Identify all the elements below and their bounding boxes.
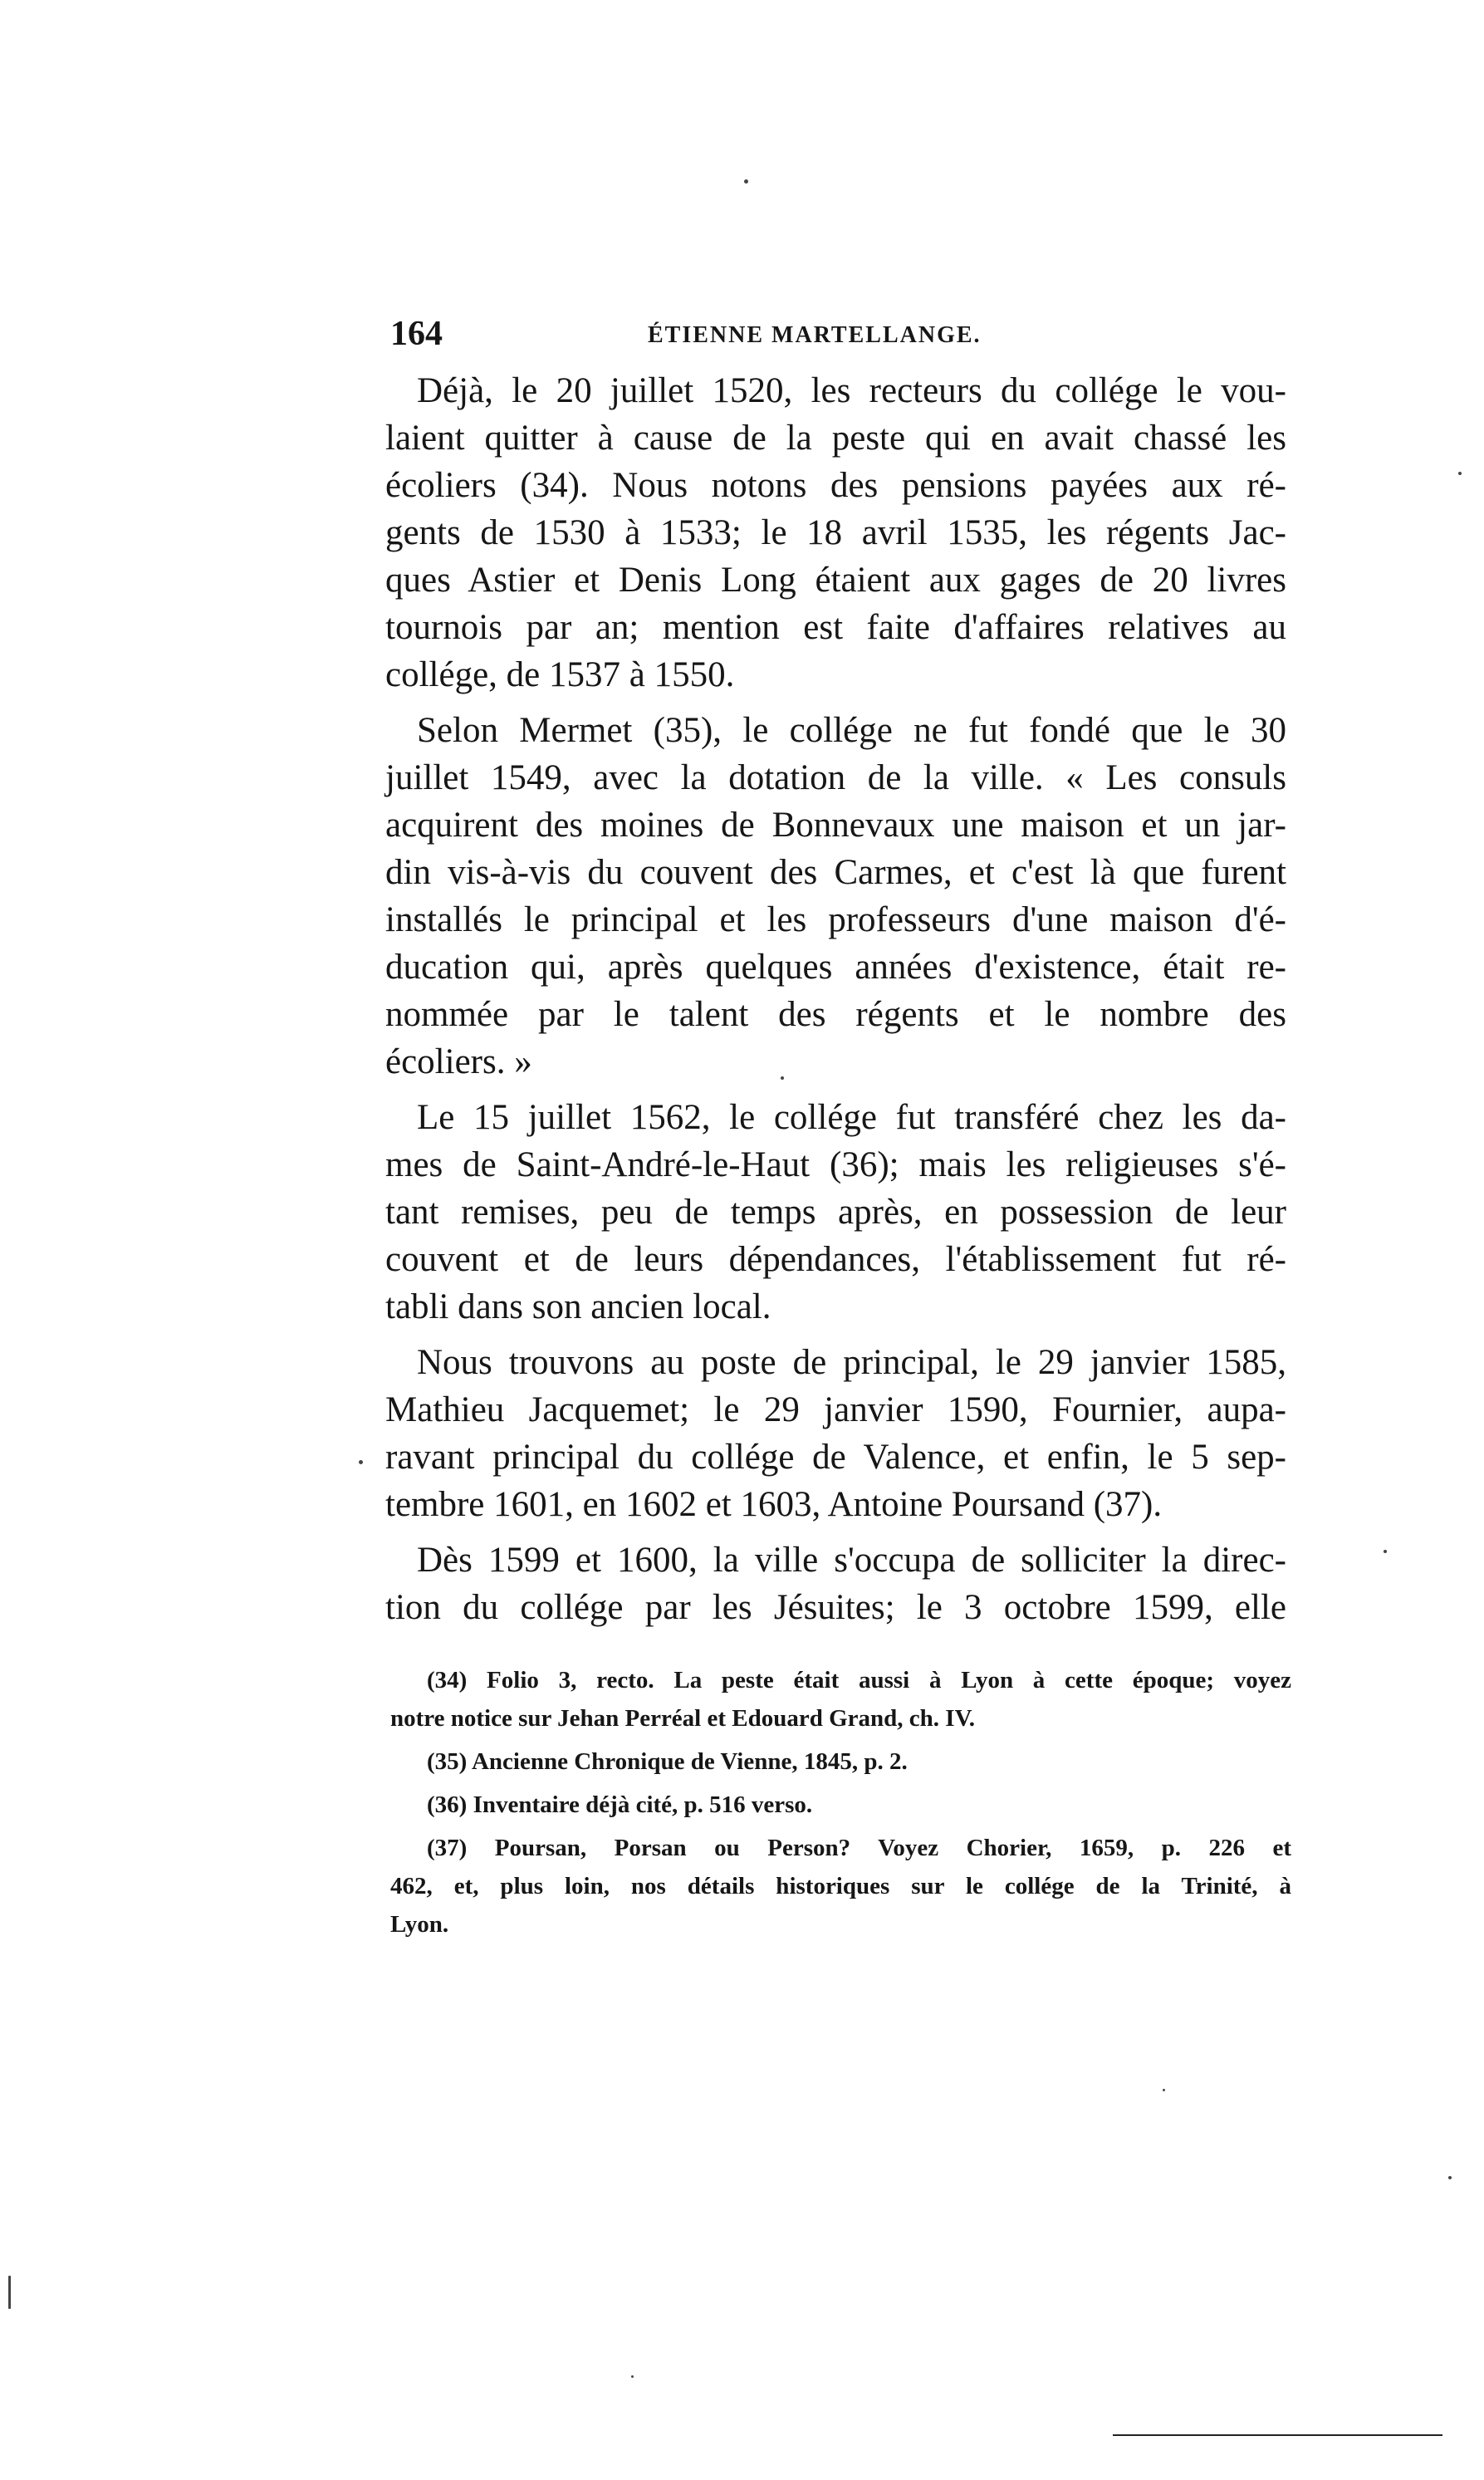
scan-speck [631, 2375, 634, 2378]
footnote [390, 1829, 1291, 1943]
footnote-line: 462, et, plus loin, nos détails historiques sur le collége de la Trinité, à [390, 1873, 1291, 1899]
footnote [390, 1661, 1291, 1737]
text-line: installés le principal et les professeurs d'une maison d'é- [385, 900, 1286, 939]
text-line: ques Astier et Denis Long étaient aux gages de 20 livres [385, 561, 1286, 600]
text-line: tion du collége par les Jésuites; le 3 octobre 1599, elle [385, 1588, 1286, 1627]
footnote-line: (34) Folio 3, recto. La peste était aussi à Lyon à cette époque; voyez [427, 1667, 1291, 1693]
text-line: Nous trouvons au poste de principal, le 29 janvier 1585, [417, 1343, 1286, 1382]
scan-speck [744, 179, 748, 184]
paragraph [385, 1339, 1286, 1528]
text-line: écoliers (34). Nous notons des pensions payées aux ré- [385, 466, 1286, 505]
footnote-line: Lyon. [390, 1911, 449, 1938]
footnote-line: notre notice sur Jehan Perréal et Edouard Grand, ch. IV. [390, 1705, 976, 1732]
text-line: Le 15 juillet 1562, le collége fut transféré chez les da- [417, 1098, 1286, 1137]
scan-speck [1458, 472, 1462, 475]
footnote-line: (37) Poursan, Porsan ou Person? Voyez Chorier, 1659, p. 226 et [427, 1835, 1291, 1861]
text-line: tembre 1601, en 1602 et 1603, Antoine Poursand (37). [385, 1485, 1163, 1524]
text-line: couvent et de leurs dépendances, l'établissement fut ré- [385, 1240, 1286, 1279]
text-line: écoliers. » [385, 1042, 532, 1081]
text-line: nommée par le talent des régents et le nombre des [385, 995, 1286, 1034]
text-line: acquirent des moines de Bonnevaux une maison et un jar- [385, 806, 1286, 845]
text-line: Dès 1599 et 1600, la ville s'occupa de solliciter la direc- [417, 1541, 1286, 1580]
text-line: din vis-à-vis du couvent des Carmes, et c'est là que furent [385, 853, 1286, 892]
text-line: Déjà, le 20 juillet 1520, les recteurs du collége le vou- [417, 371, 1286, 410]
footnote-line: (36) Inventaire déjà cité, p. 516 verso. [427, 1791, 813, 1818]
body-text [385, 367, 1286, 1639]
footnote [390, 1742, 1291, 1781]
footnote-line: (35) Ancienne Chronique de Vienne, 1845, p. 2. [427, 1748, 908, 1775]
text-line: collége, de 1537 à 1550. [385, 655, 735, 694]
text-line: Selon Mermet (35), le collége ne fut fondé que le 30 [417, 711, 1286, 750]
running-title: ÉTIENNE MARTELLANGE. [648, 322, 982, 348]
scan-speck [8, 2276, 11, 2309]
page-number: 164 [390, 315, 443, 353]
text-line: juillet 1549, avec la dotation de la ville. « Les consuls [385, 758, 1286, 797]
text-line: ducation qui, après quelques années d'existence, était re- [385, 948, 1286, 987]
text-line: tant remises, peu de temps après, en possession de leur [385, 1193, 1286, 1232]
scan-speck [1163, 2089, 1165, 2091]
paragraph [385, 1094, 1286, 1331]
scan-speck [781, 1076, 784, 1080]
text-line: laient quitter à cause de la peste qui en avait chassé les [385, 419, 1286, 458]
scan-speck [1384, 1550, 1387, 1553]
scan-speck [359, 1460, 363, 1464]
footnotes [390, 1661, 1291, 1948]
text-line: mes de Saint-André-le-Haut (36); mais les religieuses s'é- [385, 1145, 1286, 1184]
paragraph [385, 367, 1286, 698]
scan-speck [1448, 2176, 1452, 2179]
footnote [390, 1786, 1291, 1824]
text-line: ravant principal du collége de Valence, et enfin, le 5 sep- [385, 1438, 1286, 1477]
text-line: tabli dans son ancien local. [385, 1287, 771, 1326]
paragraph [385, 707, 1286, 1086]
text-line: tournois par an; mention est faite d'affaires relatives au [385, 608, 1286, 647]
bottom-rule [1113, 2434, 1442, 2436]
text-line: Mathieu Jacquemet; le 29 janvier 1590, Fournier, aupa- [385, 1390, 1286, 1429]
text-line: gents de 1530 à 1533; le 18 avril 1535, les régents Jac- [385, 513, 1286, 552]
running-head [390, 314, 1291, 364]
paragraph [385, 1537, 1286, 1631]
